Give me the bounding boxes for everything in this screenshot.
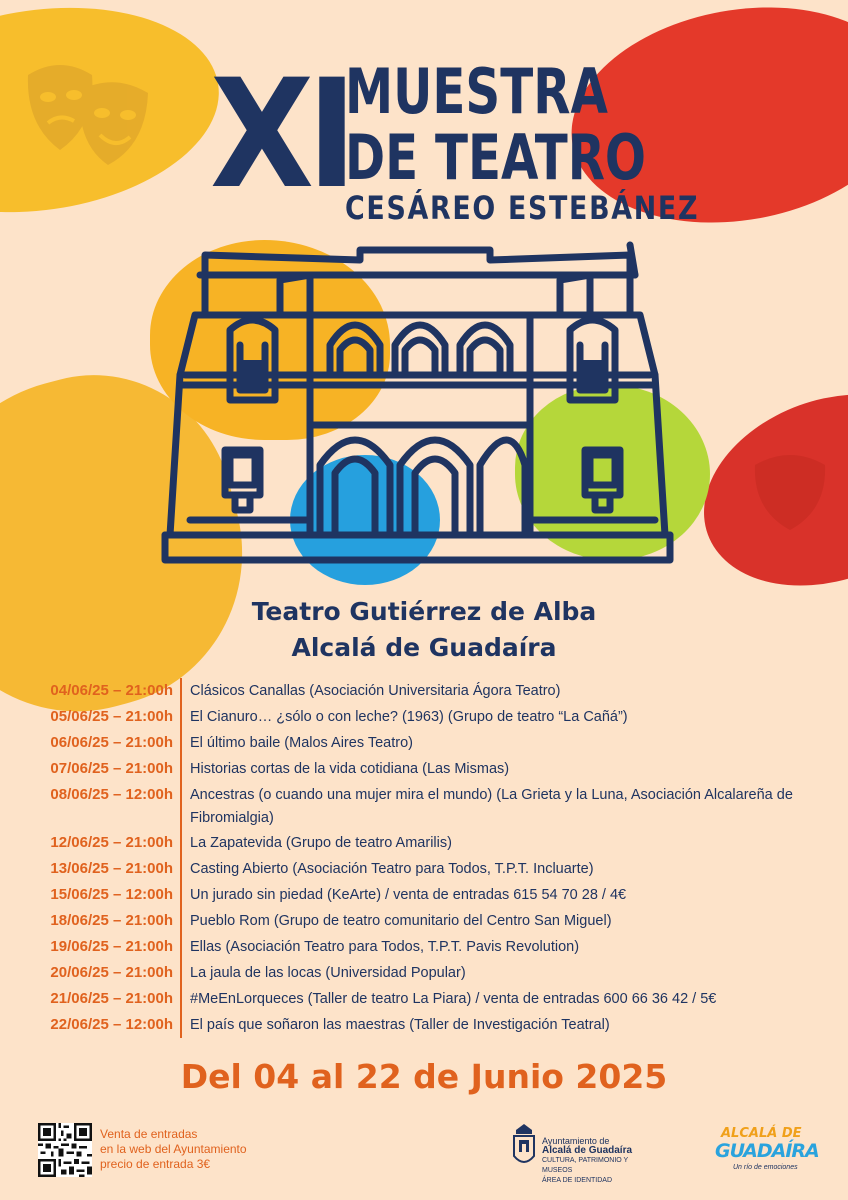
ticket-price: precio de entrada 3€ bbox=[100, 1157, 211, 1171]
event-date: 12/06/25 – 21:00h bbox=[50, 834, 173, 851]
event-date: 21/06/25 – 21:00h bbox=[50, 990, 173, 1007]
coat-of-arms-icon bbox=[510, 1122, 538, 1172]
schedule-row bbox=[0, 934, 848, 960]
event-title: Ellas (Asociación Teatro para Todos, T.P.T. Pavis Revolution) bbox=[190, 939, 580, 955]
event-title: Pueblo Rom (Grupo de teatro comunitario del Centro San Miguel) bbox=[190, 913, 612, 929]
schedule-list bbox=[0, 678, 848, 1038]
schedule-row bbox=[0, 830, 848, 856]
theatre-masks-icon bbox=[20, 55, 160, 175]
event-title: El Cianuro… ¿sólo o con leche? (1963) (Grupo de teatro “La Cañá”) bbox=[190, 709, 628, 725]
schedule-row bbox=[0, 960, 848, 986]
schedule-row bbox=[0, 704, 848, 730]
ticket-info-line: Venta de entradas bbox=[100, 1127, 198, 1141]
schedule-row bbox=[0, 782, 848, 830]
ticket-info bbox=[100, 1127, 247, 1172]
ayto-department: CULTURA, PATRIMONIO Y MUSEOS bbox=[542, 1157, 629, 1174]
festival-date-range: Del 04 al 22 de Junio 2025 bbox=[180, 1057, 668, 1096]
alcala-brand-logo bbox=[713, 1126, 823, 1176]
schedule-row bbox=[0, 730, 848, 756]
event-title: Ancestras (o cuando una mujer mira el mundo) (La Grieta y la Luna, Asociación Alcalareña de Fibromialgia) bbox=[190, 787, 793, 826]
event-title: El país que soñaron las maestras (Taller de Investigación Teatral) bbox=[190, 1017, 610, 1033]
venue-city: Alcalá de Guadaíra bbox=[291, 633, 557, 662]
edition-number: XI bbox=[210, 48, 350, 222]
event-date: 22/06/25 – 12:00h bbox=[50, 1016, 173, 1033]
event-title: La Zapatevida (Grupo de teatro Amarilis) bbox=[190, 835, 452, 851]
schedule-row bbox=[0, 1012, 848, 1038]
event-date: 19/06/25 – 21:00h bbox=[50, 938, 173, 955]
event-title: Clásicos Canallas (Asociación Universitaria Ágora Teatro) bbox=[190, 683, 561, 699]
event-date: 20/06/25 – 21:00h bbox=[50, 964, 173, 981]
schedule-row bbox=[0, 756, 848, 782]
ayuntamiento-text bbox=[542, 1136, 650, 1186]
event-date: 05/06/25 – 21:00h bbox=[50, 708, 173, 725]
festival-title bbox=[210, 48, 700, 227]
event-title: Historias cortas de la vida cotidiana (Las Mismas) bbox=[190, 761, 510, 777]
schedule-row bbox=[0, 986, 848, 1012]
schedule-row bbox=[0, 882, 848, 908]
brand-main-text: GUADAÍRA bbox=[715, 1140, 819, 1162]
ticket-info-line: en la web del Ayuntamiento bbox=[100, 1142, 247, 1156]
theatre-mask-icon bbox=[745, 445, 835, 535]
schedule-row bbox=[0, 856, 848, 882]
event-title: Casting Abierto (Asociación Teatro para Todos, T.P.T. Incluarte) bbox=[190, 861, 594, 877]
qr-code-icon[interactable] bbox=[38, 1123, 92, 1177]
title-line-honoree: CESÁREO ESTEBÁNEZ bbox=[345, 189, 700, 227]
brand-top-text: ALCALÁ DE bbox=[721, 1126, 802, 1141]
schedule-row bbox=[0, 908, 848, 934]
event-title: Un jurado sin piedad (KeArte) / venta de entradas 615 54 70 28 / 4€ bbox=[190, 887, 627, 903]
event-title: #MeEnLorqueces (Taller de teatro La Piara) / venta de entradas 600 66 36 42 / 5€ bbox=[190, 991, 717, 1007]
event-date: 08/06/25 – 12:00h bbox=[50, 786, 173, 803]
event-date: 04/06/25 – 21:00h bbox=[50, 682, 173, 699]
schedule-row bbox=[0, 678, 848, 704]
event-date: 13/06/25 – 21:00h bbox=[50, 860, 173, 877]
theatre-building-illustration bbox=[160, 235, 680, 595]
event-title: El último baile (Malos Aires Teatro) bbox=[190, 735, 413, 751]
venue-name: Teatro Gutiérrez de Alba bbox=[251, 597, 597, 626]
event-date: 18/06/25 – 21:00h bbox=[50, 912, 173, 929]
ayto-line: Ayuntamiento de bbox=[542, 1136, 610, 1146]
ayto-area: ÁREA DE IDENTIDAD bbox=[542, 1177, 613, 1184]
title-line-teatro: DE TEATRO bbox=[345, 121, 647, 194]
ayuntamiento-logo bbox=[510, 1122, 650, 1184]
event-date: 07/06/25 – 21:00h bbox=[50, 760, 173, 777]
ayto-name: Alcalá de Guadaíra bbox=[542, 1145, 633, 1156]
event-date: 06/06/25 – 21:00h bbox=[50, 734, 173, 751]
event-title: La jaula de las locas (Universidad Popular) bbox=[190, 965, 466, 981]
event-date: 15/06/25 – 12:00h bbox=[50, 886, 173, 903]
title-line-muestra: MUESTRA bbox=[345, 55, 608, 128]
brand-tagline: Un río de emociones bbox=[733, 1164, 798, 1171]
